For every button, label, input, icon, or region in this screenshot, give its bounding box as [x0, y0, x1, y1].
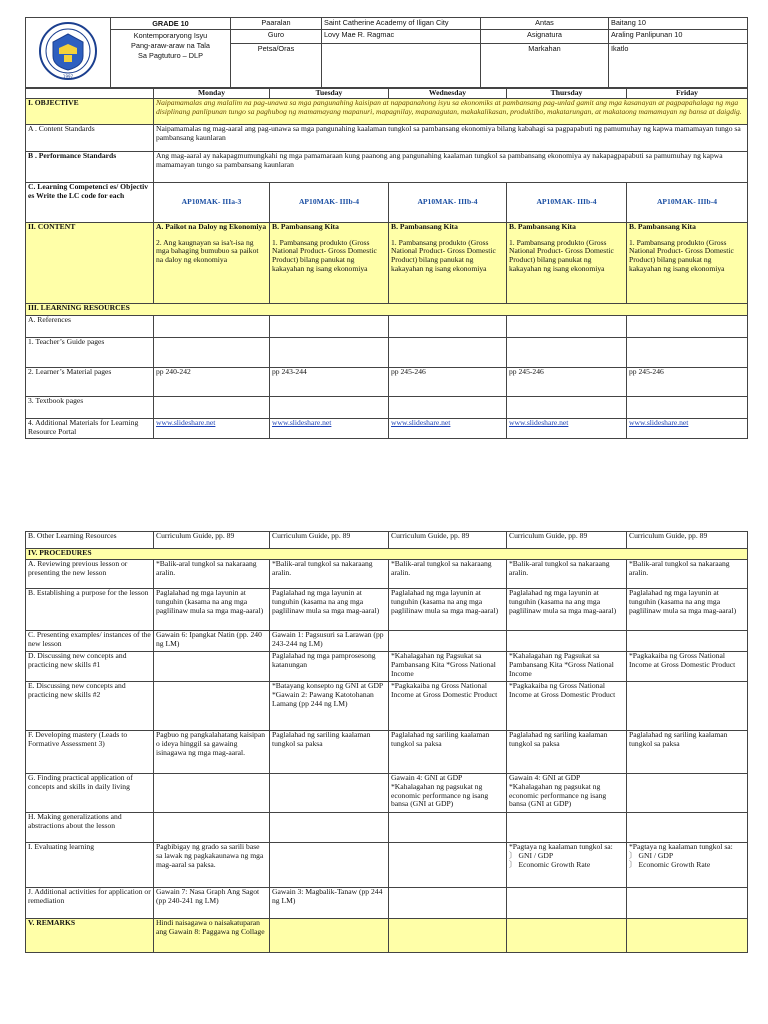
procedure-cell: Gawain 6: Ipangkat Natin (pp. 240 ng LM)	[154, 631, 270, 652]
quarter-label: Markahan	[481, 43, 609, 88]
content-standards-text: Naipamamalas ng mag-aaral ang pag-unawa sa mga pangunahing kaalaman tungkol sa pambansang ekonomiya bilang kabahagi sa pagpapabuti ng pamumuhay ng kapwa mamamayan tungo sa pambansang kaunlaran	[154, 124, 748, 151]
school-seal-icon	[28, 20, 108, 82]
procedure-cell	[627, 631, 748, 652]
procedure-label: F. Developing mastery (Leads to Formative Assessment 3)	[26, 731, 154, 774]
content-body: 1. Pambansang produkto (Gross National Product- Gross Domestic Product) bilang panukat ng kakayahan ng isang ekonomiya	[629, 237, 734, 273]
day-monday: Monday	[154, 89, 270, 99]
subject-value: Araling Panlipunan 10	[609, 30, 748, 44]
procedure-cell: Paglalahad ng mga layunin at tunguhin (kasama na ang mga paglilinaw mula sa mga mag-aaral)	[627, 589, 748, 631]
content-title: B. Pambansang Kita	[509, 222, 576, 231]
procedure-label: G. Finding practical application of concepts and skills in daily living	[26, 774, 154, 813]
content-title: B. Pambansang Kita	[391, 222, 458, 231]
textbook-label: 3. Textbook pages	[26, 396, 154, 418]
evaluation-intro: *Pagtaya ng kaalaman tungkol sa:	[509, 842, 613, 851]
other-resources-tuesday: Curriculum Guide, pp. 89	[270, 532, 389, 549]
procedure-label: B. Establishing a purpose for the lesson	[26, 589, 154, 631]
procedure-cell	[627, 682, 748, 731]
day-wednesday: Wednesday	[389, 89, 507, 99]
evaluation-bullet: 〕 GNI / GDP	[629, 850, 674, 860]
procedure-cell: Paglalahad ng mga layunin at tunguhin (kasama na ang mga paglilinaw mula sa mga mag-aaral)	[507, 589, 627, 631]
header-table	[25, 17, 748, 88]
school-logo	[26, 18, 111, 88]
procedure-cell: Paglalahad ng sariling kaalaman tungkol sa paksa	[627, 731, 748, 774]
procedure-cell	[389, 843, 507, 888]
datetime-value	[322, 43, 481, 88]
quarter-value: Ikatlo	[609, 43, 748, 88]
content-body: 1. Pambansang produkto (Gross National Product- Gross Domestic Product) bilang panukat ng kakayahan ng isang ekonomiya	[272, 237, 377, 273]
level-value: Baitang 10	[609, 18, 748, 30]
procedure-cell: *Kahalagahan ng Pagsukat sa Pambansang Kita *Gross National Income	[507, 652, 627, 682]
procedure-cell: Paglalahad ng sariling kaalaman tungkol sa paksa	[270, 731, 389, 774]
teacher-value: Lovy Mae R. Ragmac	[322, 30, 481, 44]
procedure-label: I. Evaluating learning	[26, 843, 154, 888]
resource-link[interactable]: www.slideshare.net	[629, 418, 689, 427]
school-label: Paaralan	[231, 18, 322, 30]
procedure-cell: Paglalahad ng sariling kaalaman tungkol sa paksa	[507, 731, 627, 774]
procedure-cell: *Balik-aral tungkol sa nakaraang aralin.	[627, 560, 748, 589]
procedure-cell: Pagbuo ng pangkalahatang kaisipan o ideya hinggil sa gawaing isinagawa ng mga mag-aaral.	[154, 731, 270, 774]
procedure-cell: Paglalahad ng mga pamprosesong katanungan	[270, 652, 389, 682]
procedure-cell: *Kahalagahan ng Pagsukat sa Pambansang Kita *Gross National Income	[389, 652, 507, 682]
procedure-label: C. Presenting examples/ instances of the new lesson	[26, 631, 154, 652]
content-body: 2. Ang kaugnayan sa isa't-isa ng mga bahaging bumubuo sa paikot na daloy ng ekonomiya	[156, 237, 259, 265]
evaluation-intro: *Pagtaya ng kaalaman tungkol sa:	[629, 842, 733, 851]
competencies-label: C. Learning Competenci es/ Objectiv es Write the LC code for each	[26, 182, 154, 222]
evaluation-bullet: 〕 GNI / GDP	[509, 850, 554, 860]
lm-pages-wednesday: pp 245-246	[389, 367, 507, 396]
references-label: A. References	[26, 315, 154, 337]
lc-code-monday: AP10MAK- IIIa-3	[154, 182, 270, 222]
dlp-table-part-1	[25, 88, 748, 439]
school-value: Saint Catherine Academy of Iligan City	[322, 18, 481, 30]
level-label: Antas	[481, 18, 609, 30]
additional-materials-label: 4. Additional Materials for Learning Resource Portal	[26, 418, 154, 438]
other-resources-wednesday: Curriculum Guide, pp. 89	[389, 532, 507, 549]
content-thursday	[507, 222, 627, 303]
procedure-cell	[507, 843, 627, 888]
procedures-label: IV. PROCEDURES	[26, 549, 748, 560]
procedure-cell: Gawain 4: GNI at GDP *Kahalagahan ng pagsukat ng economic performance ng isang bansa (GNI at GDP)	[389, 774, 507, 813]
procedure-cell: Gawain 4: GNI at GDP *Kahalagahan ng pagsukat ng economic performance ng isang bansa (GNI at GDP)	[507, 774, 627, 813]
day-friday: Friday	[627, 89, 748, 99]
corner-cell	[26, 89, 154, 99]
procedure-cell: *Balik-aral tungkol sa nakaraang aralin.	[389, 560, 507, 589]
other-resources-friday: Curriculum Guide, pp. 89	[627, 532, 748, 549]
content-standards-label: A . Content Standards	[26, 124, 154, 151]
datetime-label: Petsa/Oras	[231, 43, 322, 88]
content-friday	[627, 222, 748, 303]
performance-standards-text: Ang mag-aaral ay nakapagmumungkahi ng mga pamamaraan kung paanong ang pangunahing kaalaman tungkol sa pambansang ekonomiya ay nakapagpapabuti sa pamumuhay ng kapwa mamamayan tungo sa pambansang kaunlaran	[154, 151, 748, 182]
procedure-label: J. Additional activities for application or remediation	[26, 888, 154, 919]
procedure-cell: *Batayang konsepto ng GNI at GDP *Gawain 2: Pawang Katotohanan Lamang (pp 244 ng LM)	[270, 682, 389, 731]
subject-title	[111, 30, 231, 88]
procedure-label: D. Discussing new concepts and practicing new skills #1	[26, 652, 154, 682]
lc-code-friday: AP10MAK- IIIb-4	[627, 182, 748, 222]
evaluation-bullet: 〕 Economic Growth Rate	[509, 859, 591, 869]
content-body: 1. Pambansang produkto (Gross National Product- Gross Domestic Product) bilang panukat ng kakayahan ng isang ekonomiya	[391, 237, 496, 273]
lm-pages-friday: pp 245-246	[627, 367, 748, 396]
procedure-cell: Gawain 1: Pagsusuri sa Larawan (pp 243-244 ng LM)	[270, 631, 389, 652]
content-label: II. CONTENT	[26, 222, 154, 303]
procedure-cell: Paglalahad ng sariling kaalaman tungkol sa paksa	[389, 731, 507, 774]
procedure-cell: Paglalahad ng mga layunin at tunguhin (kasama na ang mga paglilinaw mula sa mga mag-aaral)	[154, 589, 270, 631]
teacher-label: Guro	[231, 30, 322, 44]
day-thursday: Thursday	[507, 89, 627, 99]
lc-code-tuesday: AP10MAK- IIIb-4	[270, 182, 389, 222]
lc-code-thursday: AP10MAK- IIIb-4	[507, 182, 627, 222]
procedure-cell	[389, 631, 507, 652]
other-resources-monday: Curriculum Guide, pp. 89	[154, 532, 270, 549]
procedure-cell	[154, 682, 270, 731]
procedure-label: H. Making generalizations and abstractions about the lesson	[26, 813, 154, 843]
lm-pages-thursday: pp 245-246	[507, 367, 627, 396]
other-resources-thursday: Curriculum Guide, pp. 89	[507, 532, 627, 549]
procedure-cell	[270, 774, 389, 813]
procedure-cell	[270, 843, 389, 888]
teachers-guide-label: 1. Teacher’s Guide pages	[26, 337, 154, 367]
objective-text: Naipamamalas ang malalim na pag-unawa sa mga pangunahing kaisipan at napapanahong isyu sa ekonomiks at pambansang pag-unlad gamit ang mga kasanayan at pagpapahalaga ng mga disiplinang panlipunan tungo sa paghubog ng mamamayang mapanuri, mapagnilay, mapanagutan, makakalikasan, produktibo, makatarungan, at makataong mamamayan ng bansa at daigdig.	[154, 98, 748, 124]
procedure-cell	[154, 652, 270, 682]
remarks-monday: Hindi naisagawa o naisakatuparan ang Gawain 8: Paggawa ng Collage	[154, 919, 270, 953]
procedure-label: A. Reviewing previous lesson or presenting the new lesson	[26, 560, 154, 589]
subject-line-3: Sa Pagtuturo – DLP	[138, 51, 203, 60]
learners-material-label: 2. Learner’s Material pages	[26, 367, 154, 396]
procedure-cell: *Pagkakaiba ng Gross National Income at Gross Domestic Product	[627, 652, 748, 682]
performance-standards-label: B . Performance Standards	[26, 151, 154, 182]
resource-link[interactable]: www.slideshare.net	[391, 418, 451, 427]
subject-label: Asignatura	[481, 30, 609, 44]
procedure-cell: *Balik-aral tungkol sa nakaraang aralin.	[507, 560, 627, 589]
lc-code-wednesday: AP10MAK- IIIb-4	[389, 182, 507, 222]
content-title: B. Pambansang Kita	[629, 222, 696, 231]
procedure-label: E. Discussing new concepts and practicing new skills #2	[26, 682, 154, 731]
procedure-cell: *Balik-aral tungkol sa nakaraang aralin.	[154, 560, 270, 589]
procedure-cell: Paglalahad ng mga layunin at tunguhin (kasama na ang mga paglilinaw mula sa mga mag-aaral)	[270, 589, 389, 631]
procedure-cell: *Pagkakaiba ng Gross National Income at Gross Domestic Product	[389, 682, 507, 731]
procedure-cell: Gawain 7: Nasa Graph Ang Sagot (pp 240-241 ng LM)	[154, 888, 270, 919]
procedure-cell: Paglalahad ng mga layunin at tunguhin (kasama na ang mga paglilinaw mula sa mga mag-aaral)	[389, 589, 507, 631]
resource-link[interactable]: www.slideshare.net	[156, 418, 216, 427]
content-title: B. Pambansang Kita	[272, 222, 339, 231]
procedure-cell	[154, 774, 270, 813]
lm-pages-tuesday: pp 243-244	[270, 367, 389, 396]
remarks-label: V. REMARKS	[26, 919, 154, 953]
svg-text:1997: 1997	[62, 74, 74, 79]
dlp-table-part-2	[25, 531, 748, 953]
learning-resources-label: III. LEARNING RESOURCES	[26, 303, 748, 315]
procedure-cell: Pagbibigay ng grado sa sarili base sa lawak ng pagkakaunawa ng mga mag-aaral sa paksa.	[154, 843, 270, 888]
content-monday	[154, 222, 270, 303]
content-body: 1. Pambansang produkto (Gross National Product- Gross Domestic Product) bilang panukat ng kakayahan ng isang ekonomiya	[509, 237, 614, 273]
evaluation-bullet: 〕 Economic Growth Rate	[629, 859, 711, 869]
subject-line-1: Kontemporaryong Isyu	[133, 31, 208, 40]
day-tuesday: Tuesday	[270, 89, 389, 99]
procedure-cell	[627, 774, 748, 813]
procedure-cell: Gawain 3: Magbalik-Tanaw (pp 244 ng LM)	[270, 888, 389, 919]
content-wednesday	[389, 222, 507, 303]
grade-label: GRADE 10	[111, 18, 231, 30]
procedure-cell: *Pagkakaiba ng Gross National Income at Gross Domestic Product	[507, 682, 627, 731]
content-title: A. Paikot na Daloy ng Ekonomiya	[156, 222, 267, 231]
resource-link[interactable]: www.slideshare.net	[272, 418, 332, 427]
objective-label: I. OBJECTIVE	[26, 98, 154, 124]
procedure-cell	[627, 843, 748, 888]
lm-pages-monday: pp 240-242	[154, 367, 270, 396]
other-resources-label: B. Other Learning Resources	[26, 532, 154, 549]
procedure-cell: *Balik-aral tungkol sa nakaraang aralin.	[270, 560, 389, 589]
procedure-cell	[507, 631, 627, 652]
subject-line-2: Pang-araw-araw na Tala	[131, 41, 210, 50]
resource-link[interactable]: www.slideshare.net	[509, 418, 569, 427]
content-tuesday	[270, 222, 389, 303]
